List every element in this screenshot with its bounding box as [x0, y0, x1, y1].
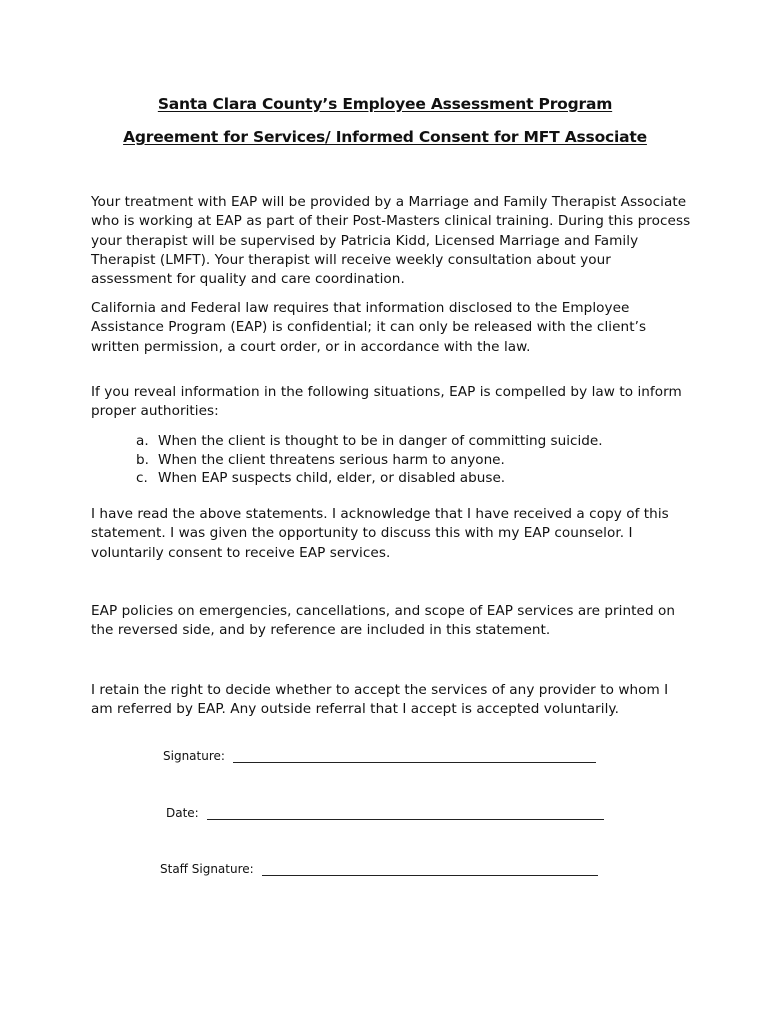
- acknowledgement-paragraph: I have read the above statements. I acknowledge that I have received a copy of this statement. I was given the opportunity to discuss this with my EAP counselor. I voluntarily consent to receive EAP services.: [91, 506, 669, 561]
- list-item: [136, 432, 603, 451]
- date-line[interactable]: [207, 807, 604, 820]
- date-field[interactable]: [166, 806, 604, 820]
- list-item-text: When EAP suspects child, elder, or disabled abuse.: [158, 470, 506, 486]
- staff-signature-label: Staff Signature:: [160, 862, 254, 876]
- staff-signature-line[interactable]: [262, 863, 598, 876]
- list-item: [136, 469, 603, 488]
- signature-line[interactable]: [233, 750, 596, 763]
- date-label: Date:: [166, 806, 199, 820]
- list-item-text: When the client threatens serious harm to anyone.: [158, 451, 505, 468]
- list-marker: c.: [136, 470, 148, 486]
- document-title: Santa Clara County’s Employee Assessment Program: [157, 95, 613, 113]
- signature-field[interactable]: [163, 749, 596, 763]
- list-item: [136, 451, 603, 470]
- signature-label: Signature:: [163, 749, 225, 763]
- situations-list: [136, 432, 603, 488]
- document-subtitle: Agreement for Services/ Informed Consent for MFT Associate: [123, 128, 647, 146]
- treatment-paragraph: Your treatment with EAP will be provided by a Marriage and Family Therapist Associate who is working at EAP as part of their Post-Masters clinical training. During this process your therapist will be supervised by Patricia Kidd, Licensed Marriage and Family Therapist (LMFT). Your therapist will receive weekly consultation about your assessment for quality and care coordination.: [91, 194, 691, 288]
- confidentiality-paragraph: California and Federal law requires that information disclosed to the Employee Assistance Program (EAP) is confidential; it can only be released with the client’s written permission, a court order, or in accordance with the law.: [91, 300, 647, 355]
- list-marker: a.: [136, 433, 149, 449]
- list-marker: b.: [136, 451, 149, 468]
- list-item-text: When the client is thought to be in danger of committing suicide.: [158, 433, 603, 449]
- staff-signature-field[interactable]: [160, 862, 598, 876]
- mandated-reporting-paragraph: If you reveal information in the following situations, EAP is compelled by law to inform proper authorities:: [91, 384, 682, 420]
- policies-paragraph: EAP policies on emergencies, cancellations, and scope of EAP services are printed on the reversed side, and by reference are included in this statement.: [91, 603, 676, 639]
- referral-rights-paragraph: I retain the right to decide whether to accept the services of any provider to whom I am referred by EAP. Any outside referral that I accept is accepted voluntarily.: [91, 682, 669, 718]
